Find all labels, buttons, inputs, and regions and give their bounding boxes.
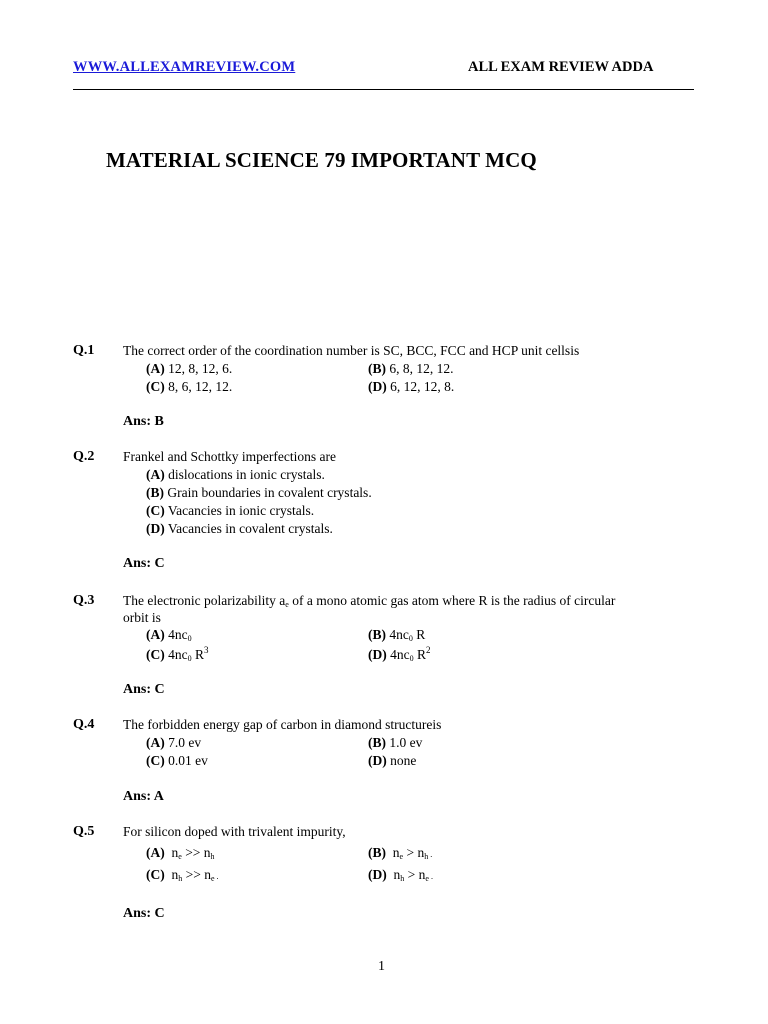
option-a	[146, 845, 215, 861]
question-text: The correct order of the coordination number is SC, BCC, FCC and HCP unit cellsis	[123, 343, 580, 358]
page-number: 1	[378, 959, 385, 974]
option-b	[146, 485, 372, 501]
option-text: Grain boundaries in covalent crystals.	[167, 485, 372, 500]
question-text: For silicon doped with trivalent impurity,	[123, 824, 346, 839]
operator: >	[403, 845, 418, 860]
option-label: (C)	[146, 379, 165, 394]
question-text: The forbidden energy gap of carbon in diamond structureis	[123, 717, 442, 732]
operator: >>	[181, 845, 204, 860]
question-text: Frankel and Schottky imperfections are	[123, 449, 336, 464]
option-label: (D)	[368, 867, 387, 882]
subscript: 0	[187, 634, 192, 643]
option-text: 4nc	[390, 647, 410, 662]
question-text-part: of a mono atomic gas atom where R is the radius of circular	[288, 593, 616, 608]
var: n	[171, 867, 179, 882]
operator: >>	[182, 867, 205, 882]
var: n	[203, 845, 211, 860]
option-text: 8, 6, 12, 12.	[168, 379, 233, 394]
option-text: 4nc	[168, 647, 188, 662]
option-label: (A)	[146, 735, 165, 750]
option-text-tail: R	[413, 647, 427, 662]
option-label: (B)	[368, 735, 386, 750]
var: n	[204, 867, 211, 882]
answer: Ans: C	[123, 556, 165, 571]
question-number: Q.1	[73, 343, 95, 358]
option-label: (B)	[368, 845, 386, 860]
question-number: Q.2	[73, 449, 95, 464]
subscript: 0	[187, 654, 192, 663]
option-text: Vacancies in ionic crystals.	[167, 503, 315, 518]
option-text: 1.0 ev	[389, 735, 423, 750]
option-c	[146, 867, 219, 883]
option-label: (D)	[368, 753, 387, 768]
punct: .	[428, 850, 433, 859]
option-label: (B)	[146, 485, 164, 500]
question-number: Q.4	[73, 717, 95, 732]
option-c	[146, 753, 208, 769]
subscript: h	[178, 874, 183, 883]
option-c	[146, 379, 232, 395]
option-d	[368, 867, 433, 883]
option-label: (A)	[146, 845, 165, 860]
option-label: (D)	[368, 647, 387, 662]
option-text: 6, 12, 12, 8.	[390, 379, 455, 394]
option-label: (A)	[146, 627, 165, 642]
subscript: e	[210, 874, 215, 883]
site-name: ALL EXAM REVIEW ADDA	[468, 59, 654, 75]
option-d	[368, 379, 454, 395]
option-d	[146, 521, 333, 537]
option-text: 7.0 ev	[168, 735, 202, 750]
option-d	[368, 647, 431, 663]
option-b	[368, 361, 454, 377]
answer: Ans: C	[123, 682, 165, 697]
page-title: MATERIAL SCIENCE 79 IMPORTANT MCQ	[106, 148, 537, 172]
option-text: 4nc	[389, 627, 409, 642]
option-c	[146, 647, 209, 663]
operator: >	[404, 867, 419, 882]
option-label: (C)	[146, 753, 165, 768]
answer: Ans: A	[123, 789, 164, 804]
subscript: 0	[408, 634, 413, 643]
option-label: (A)	[146, 467, 165, 482]
subscript: e	[285, 600, 289, 609]
option-text: 6, 8, 12, 12.	[389, 361, 454, 376]
subscript: h	[424, 852, 429, 861]
question-number: Q.3	[73, 593, 95, 608]
var: n	[393, 867, 401, 882]
option-c	[146, 503, 314, 519]
var: n	[417, 845, 425, 860]
option-label: (B)	[368, 361, 386, 376]
subscript: e	[425, 874, 429, 883]
option-text: Vacancies in covalent crystals.	[167, 521, 333, 536]
site-link[interactable]: WWW.ALLEXAMREVIEW.COM	[73, 59, 296, 75]
subscript: e	[178, 852, 182, 861]
option-label: (D)	[368, 379, 387, 394]
option-a	[146, 467, 325, 483]
question-number: Q.5	[73, 824, 95, 839]
var: n	[418, 867, 426, 882]
option-text: 0.01 ev	[168, 753, 208, 768]
option-a	[146, 361, 232, 377]
option-a	[146, 627, 192, 643]
answer: Ans: B	[123, 414, 164, 429]
superscript: 3	[204, 645, 209, 655]
option-text: none	[390, 753, 417, 768]
var: n	[392, 845, 400, 860]
option-b	[368, 845, 432, 861]
question-text	[123, 593, 615, 609]
var: n	[171, 845, 179, 860]
option-text: dislocations in ionic crystals.	[168, 467, 325, 482]
option-label: (B)	[368, 627, 386, 642]
option-text: 12, 8, 12, 6.	[168, 361, 233, 376]
punct: .	[214, 872, 219, 881]
option-label: (C)	[146, 867, 165, 882]
option-text: 4nc	[168, 627, 188, 642]
option-label: (A)	[146, 361, 165, 376]
option-text-tail: R	[412, 627, 426, 642]
subscript: h	[210, 852, 215, 861]
question-text-part: The electronic polarizability a	[123, 593, 286, 608]
answer: Ans: C	[123, 906, 165, 921]
option-text-tail: R	[191, 647, 205, 662]
option-b	[368, 627, 425, 643]
option-label: (C)	[146, 647, 165, 662]
superscript: 2	[426, 645, 431, 655]
option-label: (D)	[146, 521, 165, 536]
question-text-line2: orbit is	[123, 610, 161, 625]
option-a	[146, 735, 201, 751]
option-b	[368, 735, 422, 751]
option-d	[368, 753, 416, 769]
option-label: (C)	[146, 503, 165, 518]
header-divider	[73, 89, 694, 90]
punct: .	[428, 872, 433, 881]
subscript: e	[399, 852, 404, 861]
subscript: 0	[409, 654, 414, 663]
subscript: h	[400, 874, 405, 883]
